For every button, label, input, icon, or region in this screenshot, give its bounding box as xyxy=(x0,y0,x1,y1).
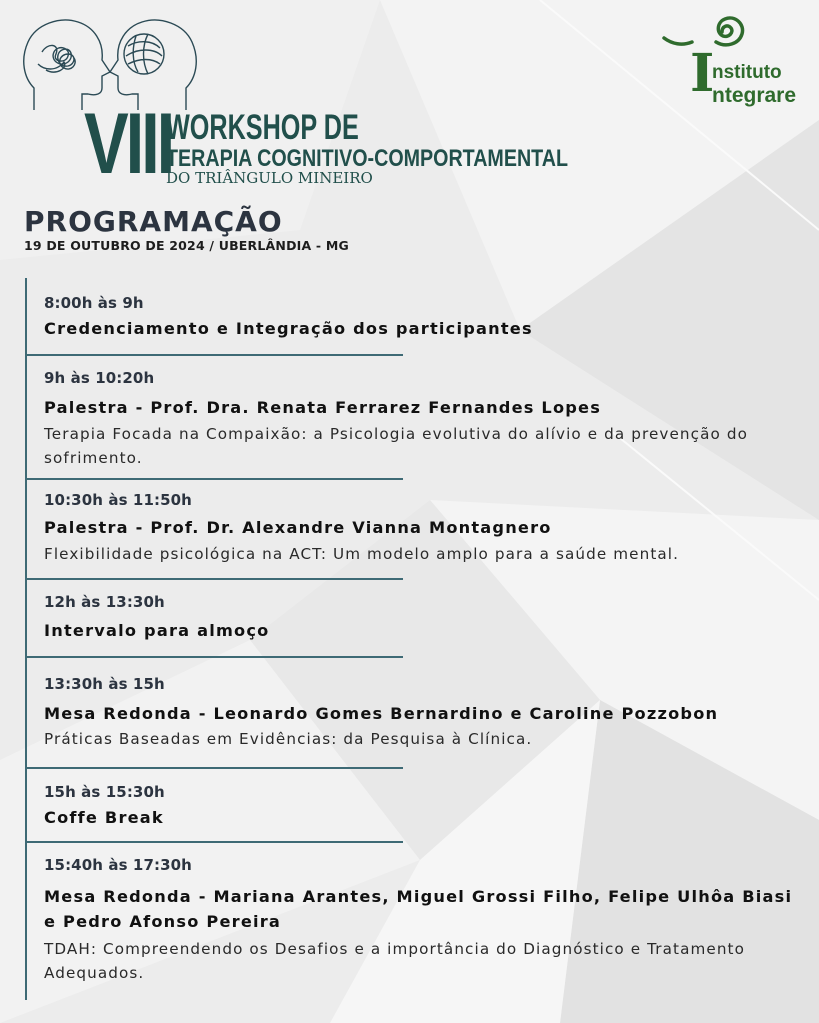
schedule-title: Coffe Break xyxy=(44,808,164,827)
schedule-title: Intervalo para almoço xyxy=(44,621,270,640)
divider xyxy=(25,354,403,356)
schedule-description: Flexibilidade psicológica na ACT: Um modelo amplo para a saúde mental. xyxy=(44,545,680,563)
workshop-subtitle: TERAPIA COGNITIVO-COMPORTAMENTAL xyxy=(166,145,568,172)
schedule-description: TDAH: Compreendendo os Desafios e a importância do Diagnóstico e Tratamento Adequados. xyxy=(44,940,745,982)
schedule-description: Práticas Baseadas em Evidências: da Pesquisa à Clínica. xyxy=(44,730,533,748)
workshop-region: DO TRIÂNGULO MINEIRO xyxy=(166,169,373,187)
schedule-title: Palestra - Prof. Dr. Alexandre Vianna Montagnero xyxy=(44,518,552,537)
program-title: PROGRAMAÇÃO xyxy=(24,205,283,238)
schedule-title: Palestra - Prof. Dra. Renata Ferrarez Fernandes Lopes xyxy=(44,398,602,417)
integrare-line2: ntegrare xyxy=(712,84,797,107)
schedule-description: Terapia Focada na Compaixão: a Psicologia evolutiva do alívio e da prevenção do sofrimento. xyxy=(44,425,748,467)
timeline-line xyxy=(25,278,27,1000)
schedule-time: 13:30h às 15h xyxy=(44,675,165,693)
integrare-line1: nstituto xyxy=(712,62,782,83)
schedule-time: 15:40h às 17:30h xyxy=(44,856,192,874)
schedule-time: 8:00h às 9h xyxy=(44,294,144,312)
schedule-time: 9h às 10:20h xyxy=(44,369,155,387)
edition-roman-numeral: VIII xyxy=(84,96,173,192)
divider xyxy=(25,578,403,580)
schedule-time: 12h às 13:30h xyxy=(44,593,165,611)
workshop-title: WORKSHOP DE xyxy=(166,108,359,147)
integrare-initial: I xyxy=(690,43,715,104)
divider xyxy=(25,841,403,843)
schedule-time: 10:30h às 11:50h xyxy=(44,491,192,509)
schedule-title: Credenciamento e Integração dos participantes xyxy=(44,319,533,338)
divider xyxy=(25,478,403,480)
schedule-title: Mesa Redonda - Mariana Arantes, Miguel Grossi Filho, Felipe Ulhôa Biasi e Pedro Afonso Pereira xyxy=(44,887,793,931)
divider xyxy=(25,656,403,658)
schedule-time: 15h às 15:30h xyxy=(44,783,165,801)
program-date-location: 19 DE OUTUBRO DE 2024 / UBERLÂNDIA - MG xyxy=(24,238,349,253)
divider xyxy=(25,767,403,769)
schedule-title: Mesa Redonda - Leonardo Gomes Bernardino e Caroline Pozzobon xyxy=(44,704,719,723)
